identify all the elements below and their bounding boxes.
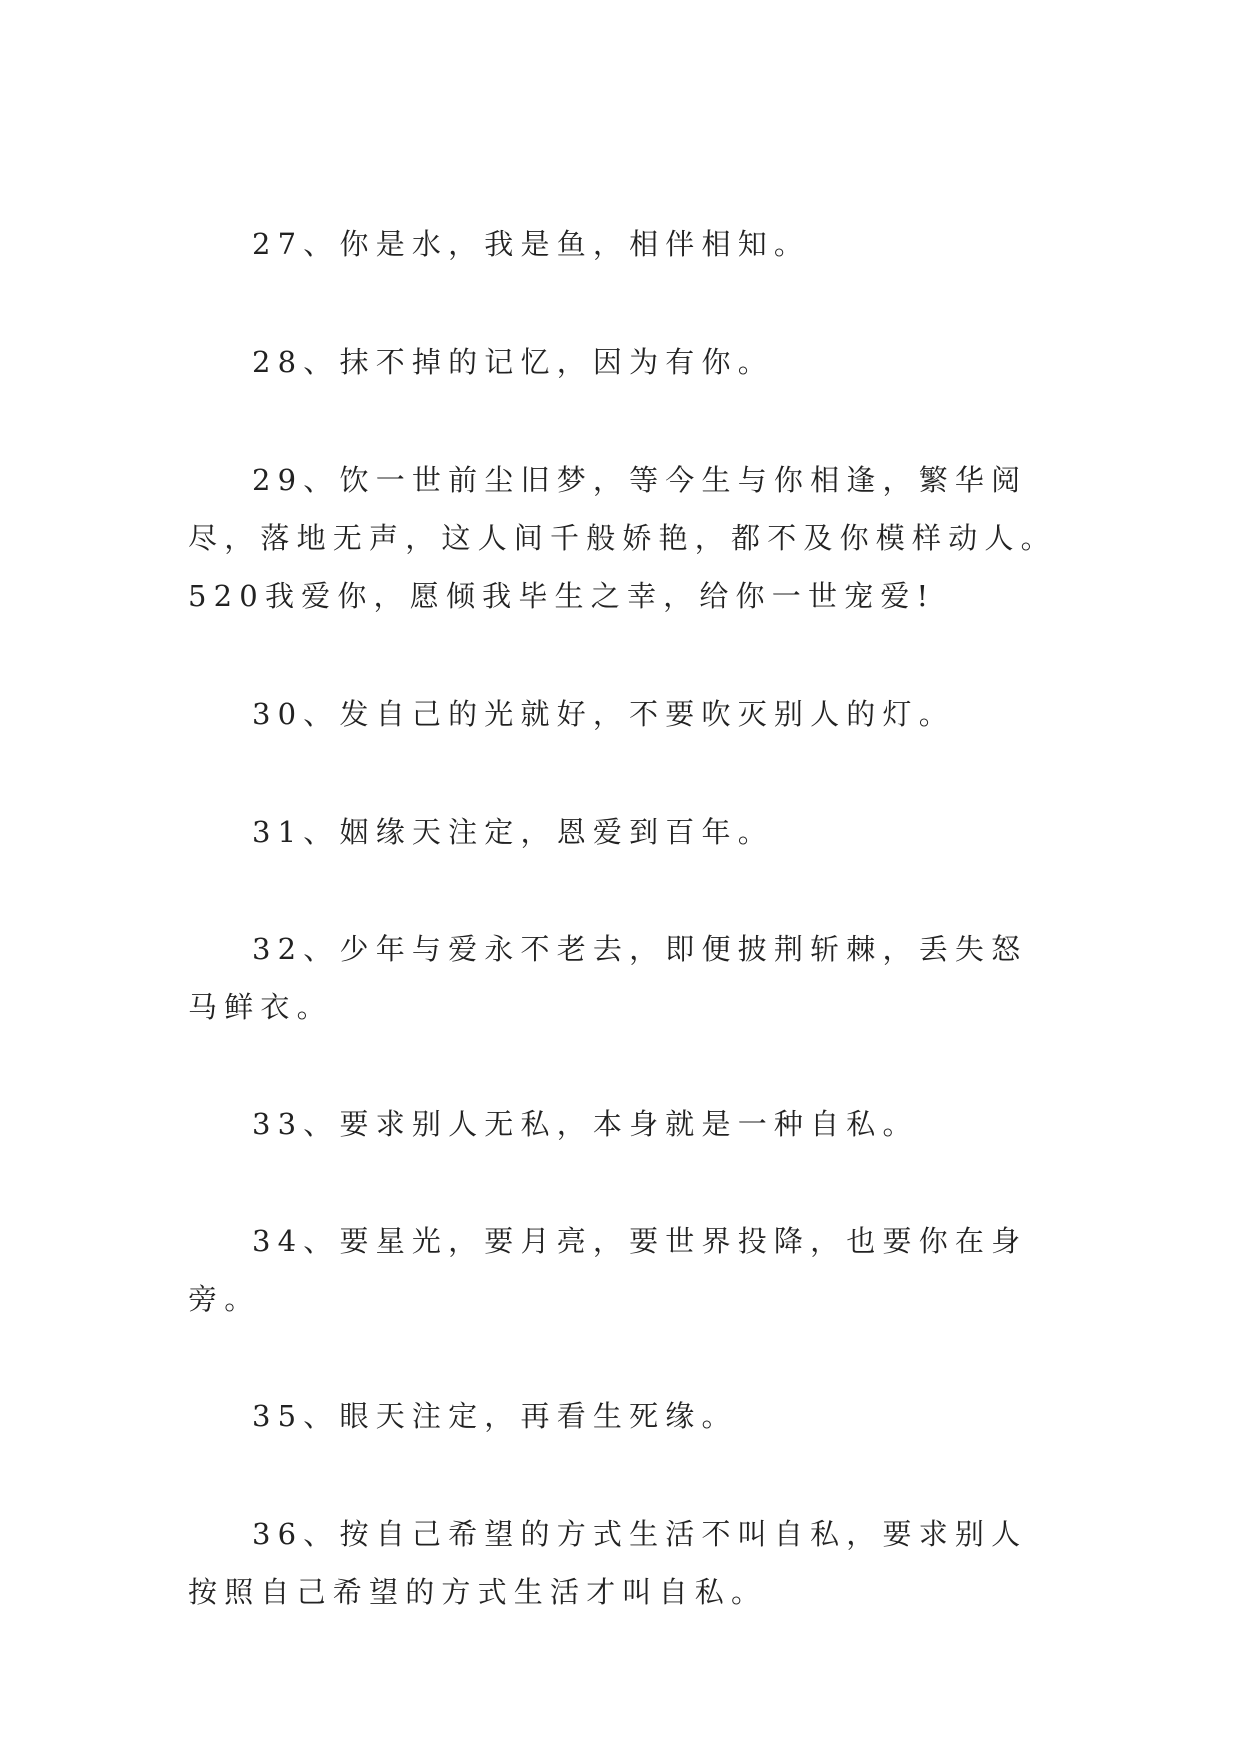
paragraph-34: 34、要星光，要月亮，要世界投降，也要你在身旁。: [188, 1224, 1028, 1316]
paragraph-30: 30、发自己的光就好，不要吹灭别人的灯。: [252, 697, 955, 731]
paragraph-28: 28、抹不掉的记忆，因为有你。: [252, 345, 774, 379]
paragraph-29: 29、饮一世前尘旧梦，等今生与你相逢，繁华阅尽，落地无声，这人间千般娇艳，都不及你模样动人。520我爱你，愿倾我毕生之幸，给你一世宠爱!: [188, 463, 1057, 613]
paragraph-32: 32、少年与爱永不老去，即便披荆斩棘，丢失怒马鲜衣。: [188, 932, 1028, 1024]
document-body: [188, 215, 1058, 1678]
paragraph-35: 35、眼天注定，再看生死缘。: [252, 1399, 738, 1433]
paragraph-27: 27、你是水，我是鱼，相伴相知。: [252, 227, 811, 261]
paragraph-31: 31、姻缘天注定，恩爱到百年。: [252, 815, 774, 849]
paragraph-33: 33、要求别人无私，本身就是一种自私。: [252, 1107, 919, 1141]
paragraph-36: 36、按自己希望的方式生活不叫自私，要求别人按照自己希望的方式生活才叫自私。: [188, 1517, 1028, 1609]
